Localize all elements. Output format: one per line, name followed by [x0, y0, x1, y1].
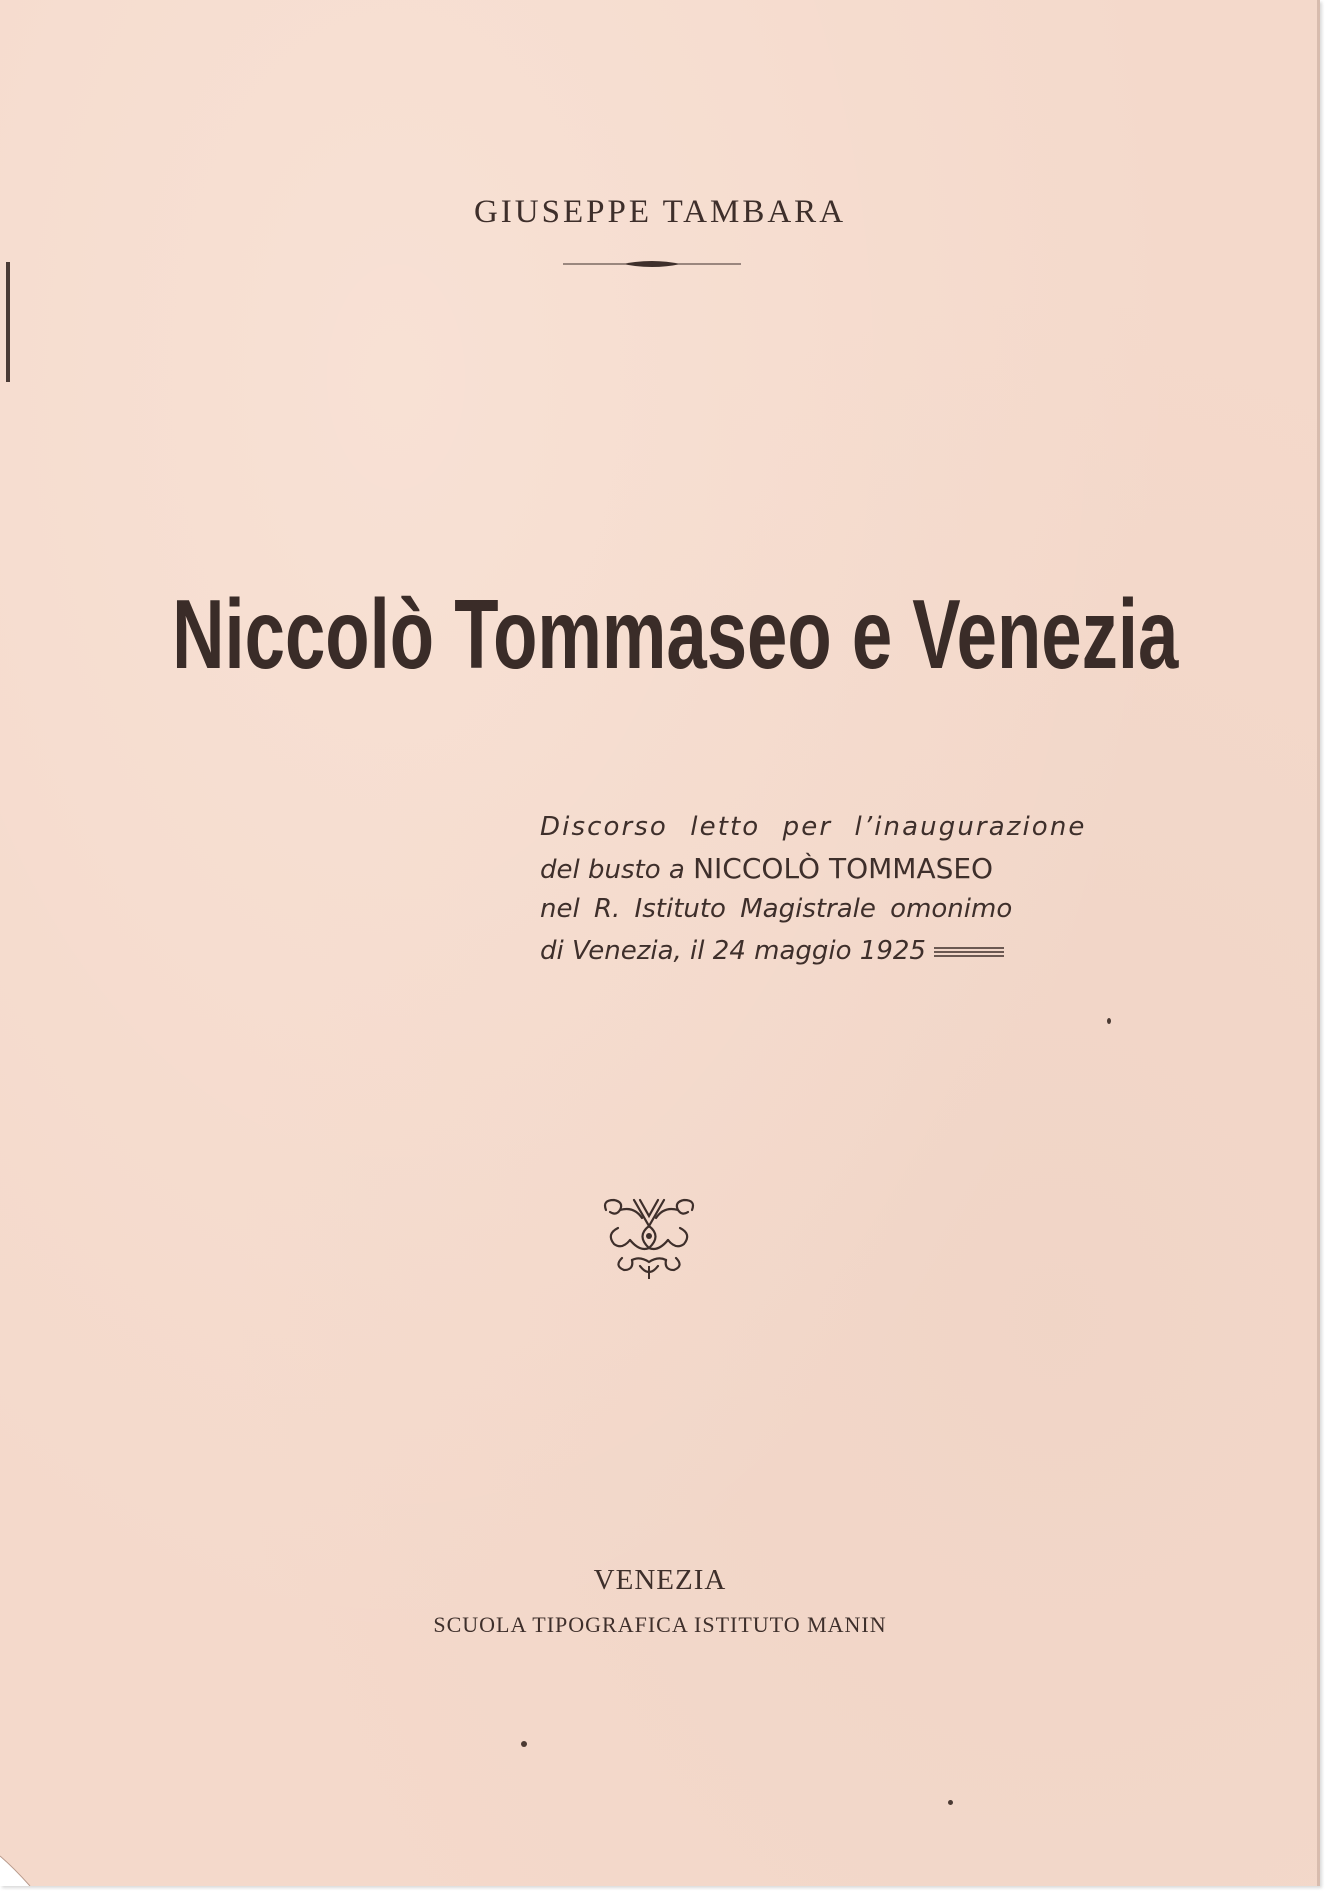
- subtitle-line-4: [540, 936, 1100, 966]
- ink-speck: [1107, 1018, 1111, 1024]
- subtitle-line-1: Discorso letto per l’inaugurazione: [540, 812, 1087, 842]
- author-name: GIUSEPPE TAMBARA: [473, 194, 847, 230]
- imprint-printer: SCUOLA TIPOGRAFICA ISTITUTO MANIN: [433, 1612, 887, 1637]
- subtitle-line-2: [540, 852, 1100, 885]
- ink-speck: [948, 1800, 953, 1805]
- page-edge: [1317, 0, 1320, 1886]
- ink-speck: [521, 1741, 527, 1747]
- rule-ornament-icon: [563, 258, 741, 270]
- subtitle-line-4-text: di Venezia, il 24 maggio 1925: [540, 936, 926, 966]
- subtitle-line-2-name: NICCOLÒ TOMMASEO: [693, 852, 994, 885]
- worn-corner: [0, 1846, 40, 1886]
- imprint-city: VENEZIA: [593, 1564, 727, 1596]
- subtitle-line-3: nel R. Istituto Magistrale omonimo: [540, 894, 1013, 924]
- binding-mark: [6, 262, 10, 382]
- book-title: Niccolò Tommaseo e Venezia: [172, 579, 1179, 689]
- subtitle-line-2-italic: del busto a: [540, 855, 685, 885]
- fleuron-ornament-icon: [600, 1196, 698, 1280]
- double-rule-icon: [934, 945, 1004, 959]
